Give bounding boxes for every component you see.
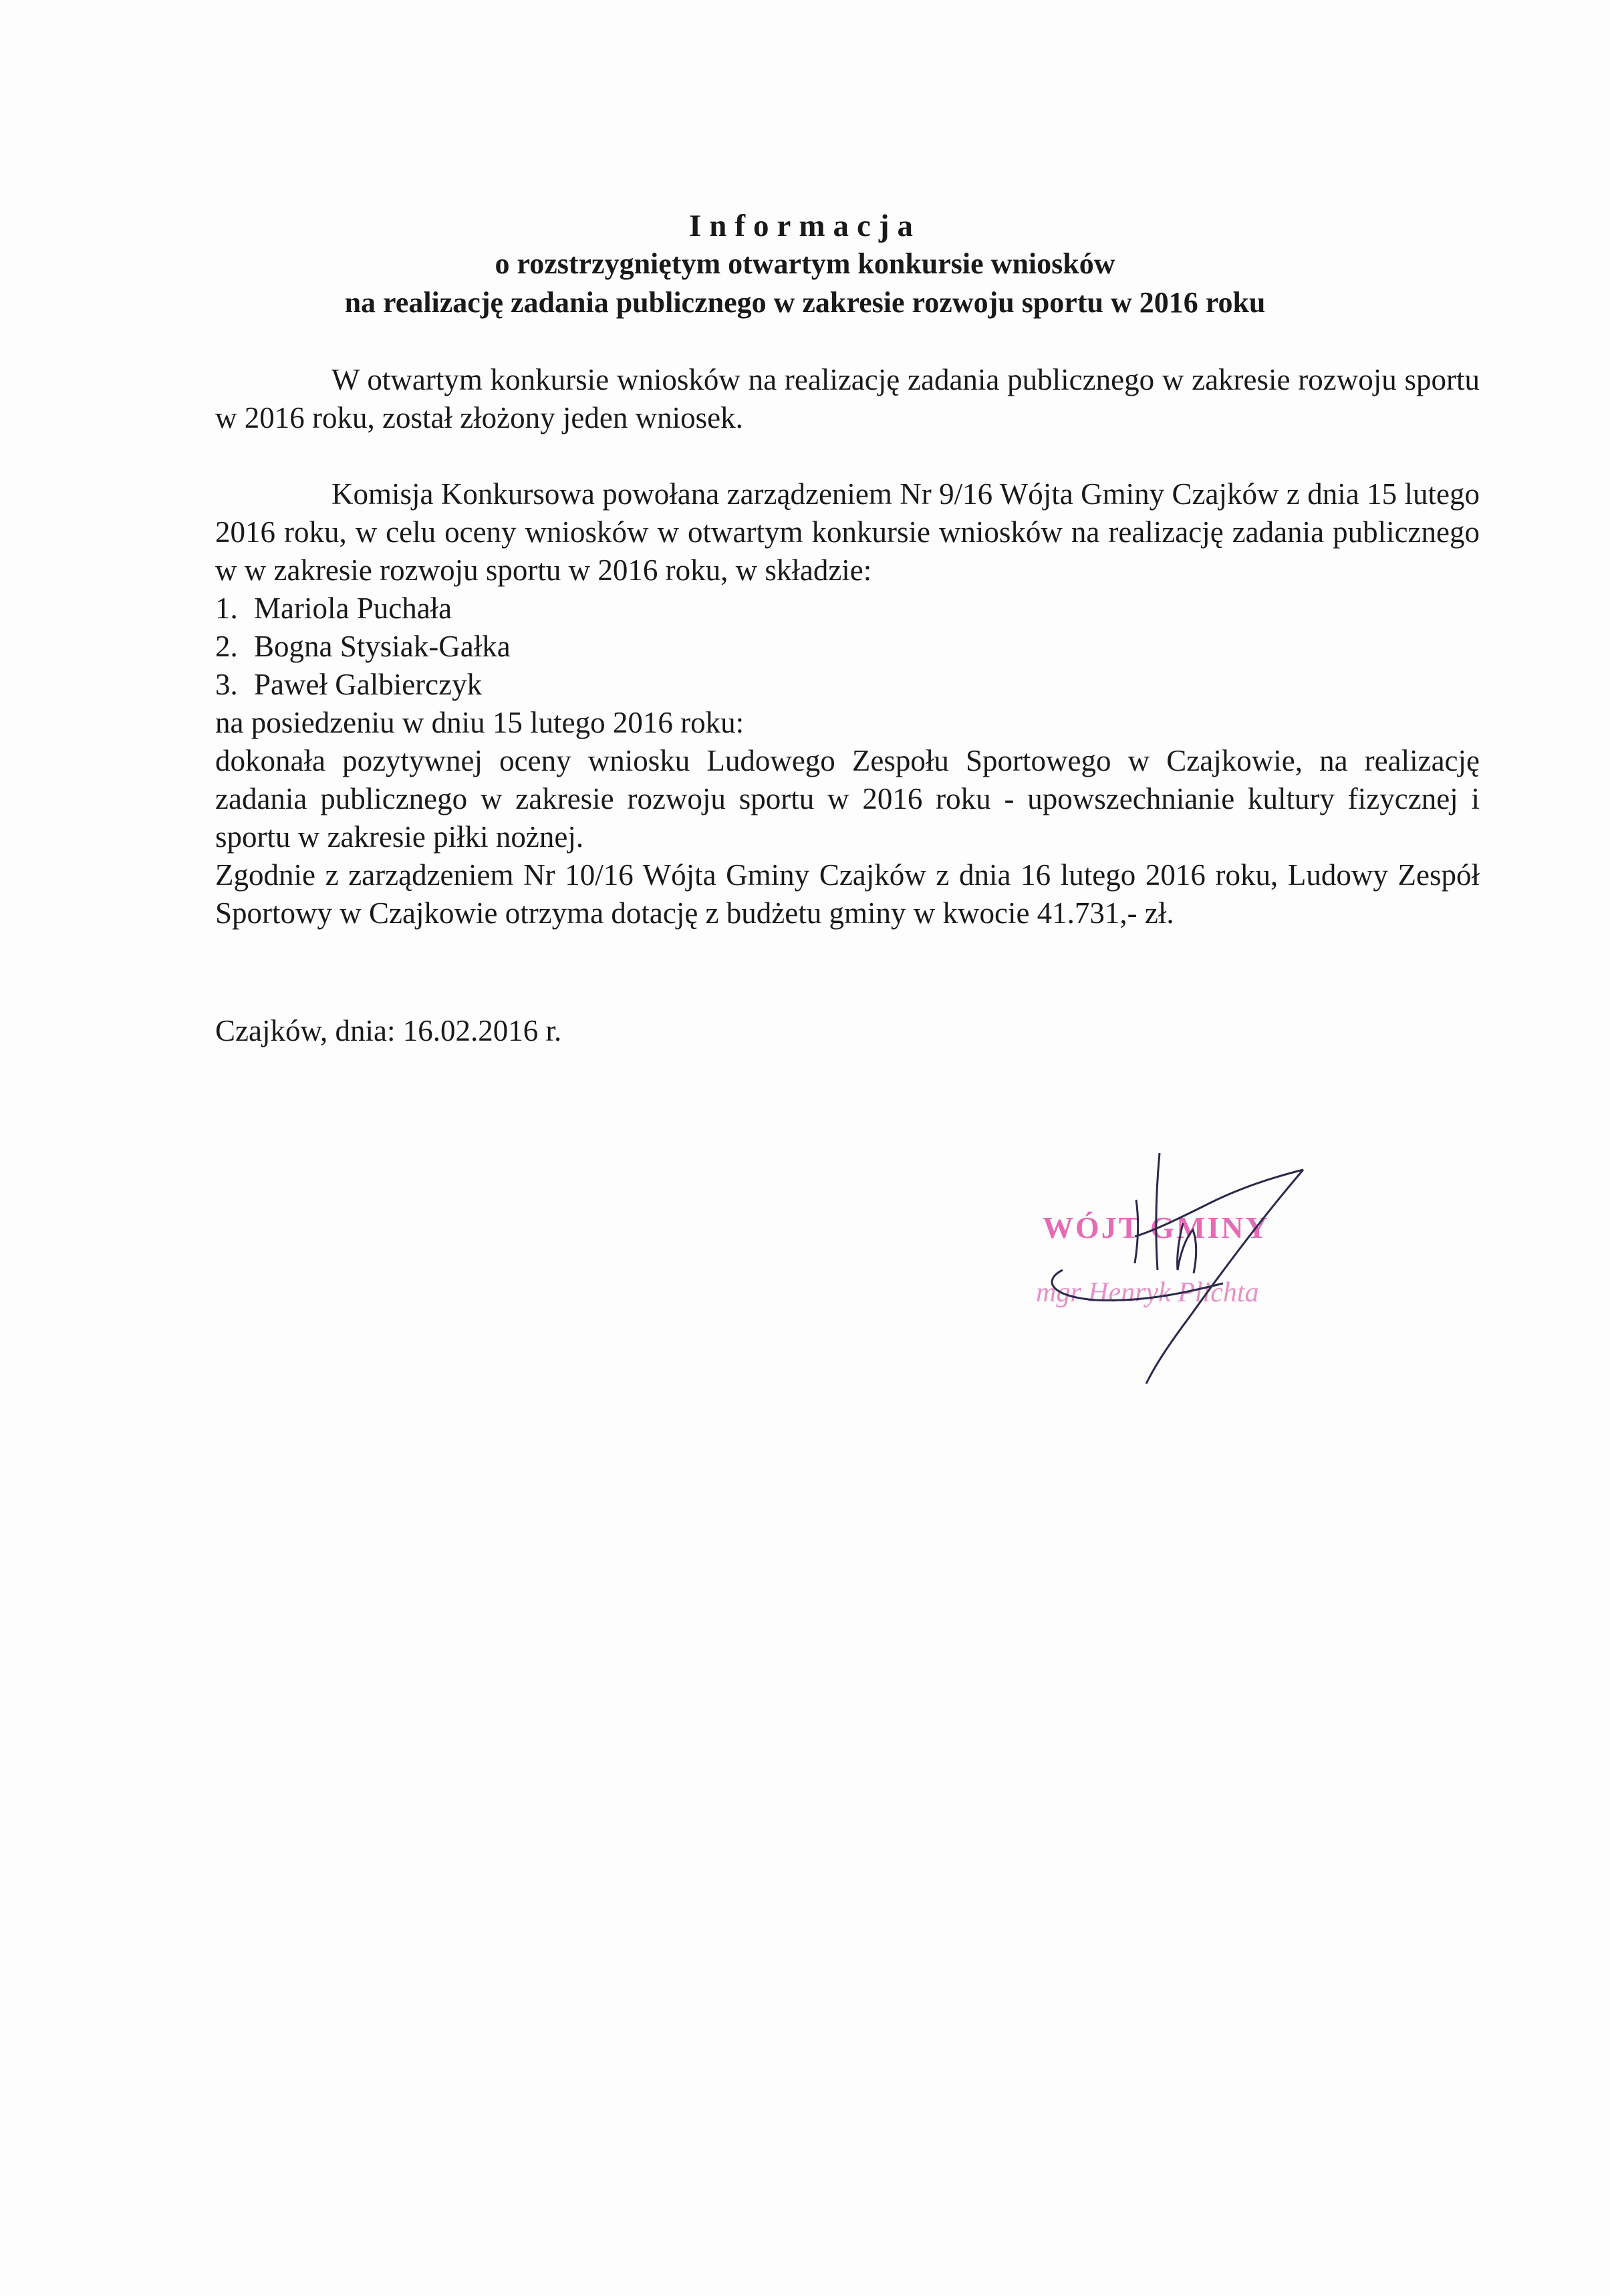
decision-text: dokonała pozytywnej oceny wniosku Ludowego Zespołu Sportowego w Czajkowie, na realizację zadania publicznego w zakresie rozwoju sportu w 2016 roku - upowszechnianie kultury fizycznej i sportu w zakresie piłki nożnej. [215, 744, 1480, 854]
list-item-number: 2. [215, 630, 238, 663]
commission-intro: Komisja Konkursowa powołana zarządzeniem Nr 9/16 Wójta Gminy Czajków z dnia 15 lutego 2016 roku, w celu oceny wniosków w otwartym konkursie wniosków na realizację zadania publicznego w w zakresie rozwoju sportu w 2016 roku, w składzie: [215, 477, 1480, 587]
commission-members-list [215, 590, 1480, 704]
member-name: Paweł Galbierczyk [254, 668, 483, 701]
document-title: Informacja [688, 209, 922, 243]
paragraph-commission [215, 475, 1480, 932]
document-header [0, 207, 1610, 322]
list-item [215, 666, 1480, 704]
stamp-name: mgr Henryk Plichta [1036, 1277, 1259, 1308]
document-subtitle-line-1: o rozstrzygniętym otwartym konkursie wniosków [495, 247, 1115, 280]
member-name: Bogna Stysiak-Gałka [254, 630, 511, 663]
list-item-number: 1. [215, 592, 238, 625]
grant-text: Zgodnie z zarządzeniem Nr 10/16 Wójta Gminy Czajków z dnia 16 lutego 2016 roku, Ludowy Zespół Sportowy w Czajkowie otrzyma dotację z budżetu gminy w kwocie 41.731,- zł. [215, 858, 1480, 930]
place-and-date: Czajków, dnia: 16.02.2016 r. [215, 1014, 562, 1047]
list-item [215, 590, 1480, 628]
paragraph-submission-info: W otwartym konkursie wniosków na realizację zadania publicznego w zakresie rozwoju sportu w 2016 roku, został złożony jeden wniosek. [215, 363, 1480, 434]
official-stamp [1023, 1136, 1370, 1404]
meeting-info: na posiedzeniu w dniu 15 lutego 2016 roku: [215, 706, 745, 739]
member-name: Mariola Puchała [254, 592, 452, 625]
stamp-title: WÓJT GMINY [1043, 1210, 1270, 1245]
document-subtitle-line-2: na realizację zadania publicznego w zakresie rozwoju sportu w 2016 roku [344, 286, 1266, 319]
list-item [215, 628, 1480, 666]
list-item-number: 3. [215, 668, 238, 701]
handwritten-signature [1023, 1136, 1370, 1404]
